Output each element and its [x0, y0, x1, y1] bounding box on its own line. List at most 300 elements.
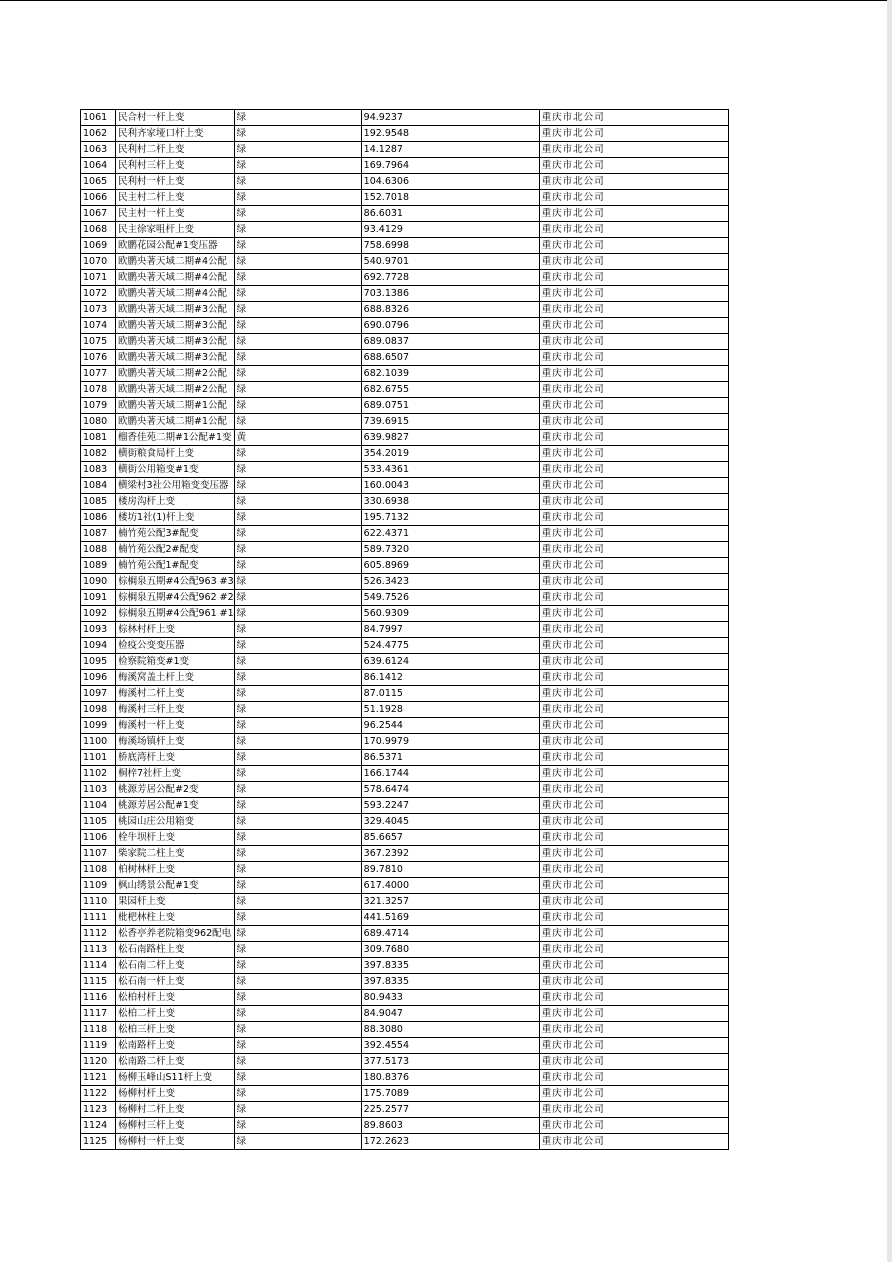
row-number-cell: 1073	[81, 302, 116, 318]
row-number-cell: 1070	[81, 254, 116, 270]
transformer-name-cell: 柴家院二柱上变	[116, 846, 235, 862]
transformer-name-cell: 枫山绣景公配#1变	[116, 878, 235, 894]
status-cell: 绿	[234, 254, 361, 270]
table-row	[81, 702, 729, 718]
status-cell: 绿	[234, 1134, 361, 1150]
value-cell: 377.5173	[361, 1054, 539, 1070]
status-cell: 绿	[234, 350, 361, 366]
transformer-name-cell: 榴香佳苑二期#1公配#1变	[116, 430, 235, 446]
company-cell: 重庆市北公司	[539, 318, 728, 334]
value-cell: 86.1412	[361, 670, 539, 686]
company-cell: 重庆市北公司	[539, 926, 728, 942]
value-cell: 589.7320	[361, 542, 539, 558]
transformer-name-cell: 横街粮食局杆上变	[116, 446, 235, 462]
value-cell: 397.8335	[361, 958, 539, 974]
table-row	[81, 750, 729, 766]
value-cell: 689.4714	[361, 926, 539, 942]
value-cell: 524.4775	[361, 638, 539, 654]
company-cell: 重庆市北公司	[539, 622, 728, 638]
value-cell: 622.4371	[361, 526, 539, 542]
transformer-name-cell: 杨柳村二杆上变	[116, 1102, 235, 1118]
value-cell: 692.7728	[361, 270, 539, 286]
value-cell: 329.4045	[361, 814, 539, 830]
company-cell: 重庆市北公司	[539, 1038, 728, 1054]
value-cell: 94.9237	[361, 110, 539, 126]
table-row	[81, 798, 729, 814]
status-cell: 绿	[234, 638, 361, 654]
transformer-name-cell: 楼房沟杆上变	[116, 494, 235, 510]
row-number-cell: 1104	[81, 798, 116, 814]
value-cell: 367.2392	[361, 846, 539, 862]
row-number-cell: 1102	[81, 766, 116, 782]
table-row	[81, 270, 729, 286]
status-cell: 绿	[234, 222, 361, 238]
company-cell: 重庆市北公司	[539, 654, 728, 670]
table-row	[81, 862, 729, 878]
table-row	[81, 302, 729, 318]
row-number-cell: 1074	[81, 318, 116, 334]
company-cell: 重庆市北公司	[539, 1006, 728, 1022]
table-row	[81, 1134, 729, 1150]
status-cell: 绿	[234, 718, 361, 734]
status-cell: 绿	[234, 782, 361, 798]
status-cell: 绿	[234, 750, 361, 766]
row-number-cell: 1112	[81, 926, 116, 942]
value-cell: 739.6915	[361, 414, 539, 430]
company-cell: 重庆市北公司	[539, 430, 728, 446]
row-number-cell: 1068	[81, 222, 116, 238]
status-cell: 绿	[234, 398, 361, 414]
company-cell: 重庆市北公司	[539, 206, 728, 222]
value-cell: 578.6474	[361, 782, 539, 798]
table-row	[81, 686, 729, 702]
company-cell: 重庆市北公司	[539, 542, 728, 558]
status-cell: 绿	[234, 894, 361, 910]
company-cell: 重庆市北公司	[539, 190, 728, 206]
row-number-cell: 1108	[81, 862, 116, 878]
value-cell: 526.3423	[361, 574, 539, 590]
status-cell: 绿	[234, 110, 361, 126]
value-cell: 88.3080	[361, 1022, 539, 1038]
value-cell: 84.9047	[361, 1006, 539, 1022]
transformer-name-cell: 欧鹏央著天域二期#4公配	[116, 270, 235, 286]
company-cell: 重庆市北公司	[539, 174, 728, 190]
status-cell: 绿	[234, 446, 361, 462]
value-cell: 605.8969	[361, 558, 539, 574]
transformer-name-cell: 松石南二杆上变	[116, 958, 235, 974]
transformer-name-cell: 欧鹏央著天域二期#3公配	[116, 318, 235, 334]
value-cell: 309.7680	[361, 942, 539, 958]
table-row	[81, 1102, 729, 1118]
status-cell: 绿	[234, 974, 361, 990]
table-row	[81, 110, 729, 126]
company-cell: 重庆市北公司	[539, 494, 728, 510]
value-cell: 169.7964	[361, 158, 539, 174]
value-cell: 192.9548	[361, 126, 539, 142]
company-cell: 重庆市北公司	[539, 990, 728, 1006]
transformer-name-cell: 柏树林杆上变	[116, 862, 235, 878]
transformer-name-cell: 松石南一杆上变	[116, 974, 235, 990]
page-right-edge	[887, 0, 892, 1262]
transformer-name-cell: 欧鹏央著天域二期#1公配	[116, 398, 235, 414]
value-cell: 703.1386	[361, 286, 539, 302]
company-cell: 重庆市北公司	[539, 382, 728, 398]
table-row	[81, 174, 729, 190]
value-cell: 639.6124	[361, 654, 539, 670]
table-row	[81, 942, 729, 958]
row-number-cell: 1107	[81, 846, 116, 862]
transformer-name-cell: 松柏村杆上变	[116, 990, 235, 1006]
value-cell: 96.2544	[361, 718, 539, 734]
value-cell: 152.7018	[361, 190, 539, 206]
company-cell: 重庆市北公司	[539, 590, 728, 606]
table-row	[81, 622, 729, 638]
table-row	[81, 494, 729, 510]
table-row	[81, 286, 729, 302]
value-cell: 170.9979	[361, 734, 539, 750]
status-cell: 绿	[234, 766, 361, 782]
company-cell: 重庆市北公司	[539, 910, 728, 926]
value-cell: 87.0115	[361, 686, 539, 702]
company-cell: 重庆市北公司	[539, 462, 728, 478]
value-cell: 172.2623	[361, 1134, 539, 1150]
row-number-cell: 1078	[81, 382, 116, 398]
table-row	[81, 766, 729, 782]
value-cell: 639.9827	[361, 430, 539, 446]
status-cell: 绿	[234, 190, 361, 206]
transformer-name-cell: 横梁村3社公用箱变变压器	[116, 478, 235, 494]
table-row	[81, 638, 729, 654]
transformer-name-cell: 梅溪窝盖土杆上变	[116, 670, 235, 686]
table-row	[81, 990, 729, 1006]
table-row	[81, 478, 729, 494]
status-cell: 绿	[234, 286, 361, 302]
status-cell: 绿	[234, 478, 361, 494]
table-row	[81, 414, 729, 430]
table-row	[81, 606, 729, 622]
transformer-name-cell: 检疫公变变压器	[116, 638, 235, 654]
status-cell: 绿	[234, 814, 361, 830]
transformer-name-cell: 棕林村杆上变	[116, 622, 235, 638]
table-row	[81, 814, 729, 830]
status-cell: 绿	[234, 318, 361, 334]
status-cell: 绿	[234, 622, 361, 638]
company-cell: 重庆市北公司	[539, 734, 728, 750]
row-number-cell: 1088	[81, 542, 116, 558]
transformer-name-cell: 民主村二杆上变	[116, 190, 235, 206]
table-row	[81, 462, 729, 478]
row-number-cell: 1101	[81, 750, 116, 766]
company-cell: 重庆市北公司	[539, 702, 728, 718]
table-row	[81, 318, 729, 334]
transformer-name-cell: 桃源芳居公配#1变	[116, 798, 235, 814]
row-number-cell: 1121	[81, 1070, 116, 1086]
company-cell: 重庆市北公司	[539, 350, 728, 366]
row-number-cell: 1084	[81, 478, 116, 494]
status-cell: 绿	[234, 702, 361, 718]
transformer-name-cell: 桃园山庄公用箱变	[116, 814, 235, 830]
company-cell: 重庆市北公司	[539, 142, 728, 158]
status-cell: 绿	[234, 302, 361, 318]
transformer-name-cell: 欧鹏央著天域二期#4公配	[116, 254, 235, 270]
transformer-name-cell: 梅溪场镇杆上变	[116, 734, 235, 750]
transformer-name-cell: 楠竹苑公配2#配变	[116, 542, 235, 558]
company-cell: 重庆市北公司	[539, 782, 728, 798]
company-cell: 重庆市北公司	[539, 1134, 728, 1150]
transformer-name-cell: 桥底湾杆上变	[116, 750, 235, 766]
table-row	[81, 670, 729, 686]
row-number-cell: 1097	[81, 686, 116, 702]
row-number-cell: 1066	[81, 190, 116, 206]
table-row	[81, 1086, 729, 1102]
transformer-name-cell: 欧鹏花园公配#1变压器	[116, 238, 235, 254]
status-cell: 绿	[234, 142, 361, 158]
status-cell: 绿	[234, 334, 361, 350]
row-number-cell: 1082	[81, 446, 116, 462]
value-cell: 688.8326	[361, 302, 539, 318]
transformer-name-cell: 横街公用箱变#1变	[116, 462, 235, 478]
table-row	[81, 254, 729, 270]
status-cell: 绿	[234, 686, 361, 702]
value-cell: 758.6998	[361, 238, 539, 254]
row-number-cell: 1064	[81, 158, 116, 174]
table-row	[81, 734, 729, 750]
status-cell: 绿	[234, 606, 361, 622]
transformer-name-cell: 楠竹苑公配1#配变	[116, 558, 235, 574]
status-cell: 绿	[234, 670, 361, 686]
status-cell: 绿	[234, 382, 361, 398]
value-cell: 104.6306	[361, 174, 539, 190]
row-number-cell: 1067	[81, 206, 116, 222]
status-cell: 绿	[234, 510, 361, 526]
row-number-cell: 1096	[81, 670, 116, 686]
transformer-name-cell: 杨柳玉峰山S11杆上变	[116, 1070, 235, 1086]
row-number-cell: 1093	[81, 622, 116, 638]
status-cell: 绿	[234, 206, 361, 222]
company-cell: 重庆市北公司	[539, 126, 728, 142]
transformer-name-cell: 民合村一杆上变	[116, 110, 235, 126]
table-row	[81, 190, 729, 206]
row-number-cell: 1095	[81, 654, 116, 670]
table-row	[81, 158, 729, 174]
company-cell: 重庆市北公司	[539, 830, 728, 846]
transformer-name-cell: 枇杷林柱上变	[116, 910, 235, 926]
table-row	[81, 958, 729, 974]
company-cell: 重庆市北公司	[539, 974, 728, 990]
row-number-cell: 1076	[81, 350, 116, 366]
row-number-cell: 1116	[81, 990, 116, 1006]
row-number-cell: 1098	[81, 702, 116, 718]
status-cell: 绿	[234, 494, 361, 510]
value-cell: 689.0751	[361, 398, 539, 414]
value-cell: 180.8376	[361, 1070, 539, 1086]
company-cell: 重庆市北公司	[539, 1022, 728, 1038]
row-number-cell: 1072	[81, 286, 116, 302]
table-row	[81, 350, 729, 366]
transformer-name-cell: 梅溪村一杆上变	[116, 718, 235, 734]
table-row	[81, 382, 729, 398]
company-cell: 重庆市北公司	[539, 1118, 728, 1134]
transformer-name-cell: 民利村一杆上变	[116, 174, 235, 190]
company-cell: 重庆市北公司	[539, 286, 728, 302]
row-number-cell: 1069	[81, 238, 116, 254]
status-cell: 绿	[234, 1022, 361, 1038]
table-row	[81, 222, 729, 238]
table-row	[81, 590, 729, 606]
table-row	[81, 718, 729, 734]
company-cell: 重庆市北公司	[539, 558, 728, 574]
status-cell: 绿	[234, 126, 361, 142]
transformer-name-cell: 杨柳村一杆上变	[116, 1134, 235, 1150]
row-number-cell: 1115	[81, 974, 116, 990]
transformer-name-cell: 欧鹏央著天域二期#3公配	[116, 350, 235, 366]
row-number-cell: 1086	[81, 510, 116, 526]
table-row	[81, 142, 729, 158]
table-row	[81, 238, 729, 254]
transformer-name-cell: 棕榈泉五期#4公配963 #3	[116, 574, 235, 590]
status-cell: 绿	[234, 878, 361, 894]
value-cell: 89.7810	[361, 862, 539, 878]
company-cell: 重庆市北公司	[539, 238, 728, 254]
company-cell: 重庆市北公司	[539, 222, 728, 238]
row-number-cell: 1089	[81, 558, 116, 574]
company-cell: 重庆市北公司	[539, 1070, 728, 1086]
row-number-cell: 1122	[81, 1086, 116, 1102]
company-cell: 重庆市北公司	[539, 638, 728, 654]
company-cell: 重庆市北公司	[539, 254, 728, 270]
company-cell: 重庆市北公司	[539, 894, 728, 910]
value-cell: 682.6755	[361, 382, 539, 398]
row-number-cell: 1120	[81, 1054, 116, 1070]
table-row	[81, 206, 729, 222]
company-cell: 重庆市北公司	[539, 478, 728, 494]
table-row	[81, 974, 729, 990]
company-cell: 重庆市北公司	[539, 110, 728, 126]
value-cell: 560.9309	[361, 606, 539, 622]
transformer-name-cell: 梅溪村二杆上变	[116, 686, 235, 702]
status-cell: 绿	[234, 1006, 361, 1022]
row-number-cell: 1114	[81, 958, 116, 974]
status-cell: 绿	[234, 862, 361, 878]
table-row	[81, 526, 729, 542]
status-cell: 绿	[234, 910, 361, 926]
status-cell: 绿	[234, 590, 361, 606]
status-cell: 绿	[234, 574, 361, 590]
status-cell: 绿	[234, 366, 361, 382]
status-cell: 绿	[234, 542, 361, 558]
status-cell: 绿	[234, 926, 361, 942]
company-cell: 重庆市北公司	[539, 942, 728, 958]
transformer-name-cell: 楼坊1社(1)杆上变	[116, 510, 235, 526]
page-top-border	[0, 0, 892, 1]
company-cell: 重庆市北公司	[539, 846, 728, 862]
value-cell: 166.1744	[361, 766, 539, 782]
row-number-cell: 1079	[81, 398, 116, 414]
table-row	[81, 878, 729, 894]
table-row	[81, 126, 729, 142]
company-cell: 重庆市北公司	[539, 158, 728, 174]
company-cell: 重庆市北公司	[539, 414, 728, 430]
value-cell: 86.6031	[361, 206, 539, 222]
transformer-name-cell: 杨柳村杆上变	[116, 1086, 235, 1102]
row-number-cell: 1065	[81, 174, 116, 190]
transformer-name-cell: 桃源芳居公配#2变	[116, 782, 235, 798]
row-number-cell: 1063	[81, 142, 116, 158]
transformer-name-cell: 桐梓7社杆上变	[116, 766, 235, 782]
value-cell: 86.5371	[361, 750, 539, 766]
row-number-cell: 1105	[81, 814, 116, 830]
value-cell: 690.0796	[361, 318, 539, 334]
transformer-name-cell: 民利齐家垭口杆上变	[116, 126, 235, 142]
table-row	[81, 1118, 729, 1134]
table-row	[81, 558, 729, 574]
row-number-cell: 1091	[81, 590, 116, 606]
table-row	[81, 926, 729, 942]
status-cell: 绿	[234, 654, 361, 670]
transformer-name-cell: 松柏二杆上变	[116, 1006, 235, 1022]
value-cell: 540.9701	[361, 254, 539, 270]
transformer-name-cell: 检察院箱变#1变	[116, 654, 235, 670]
status-cell: 绿	[234, 526, 361, 542]
transformer-name-cell: 民主村一杆上变	[116, 206, 235, 222]
row-number-cell: 1090	[81, 574, 116, 590]
transformer-name-cell: 民利村三杆上变	[116, 158, 235, 174]
row-number-cell: 1103	[81, 782, 116, 798]
row-number-cell: 1109	[81, 878, 116, 894]
row-number-cell: 1094	[81, 638, 116, 654]
company-cell: 重庆市北公司	[539, 814, 728, 830]
status-cell: 绿	[234, 414, 361, 430]
status-cell: 绿	[234, 1102, 361, 1118]
value-cell: 14.1287	[361, 142, 539, 158]
company-cell: 重庆市北公司	[539, 270, 728, 286]
status-cell: 绿	[234, 270, 361, 286]
company-cell: 重庆市北公司	[539, 670, 728, 686]
company-cell: 重庆市北公司	[539, 446, 728, 462]
value-cell: 195.7132	[361, 510, 539, 526]
transformer-name-cell: 欧鹏央著天域二期#2公配	[116, 382, 235, 398]
value-cell: 175.7089	[361, 1086, 539, 1102]
status-cell: 绿	[234, 238, 361, 254]
row-number-cell: 1077	[81, 366, 116, 382]
table-body	[81, 110, 729, 1150]
status-cell: 绿	[234, 158, 361, 174]
transformer-name-cell: 松南路二杆上变	[116, 1054, 235, 1070]
table-row	[81, 1006, 729, 1022]
row-number-cell: 1071	[81, 270, 116, 286]
company-cell: 重庆市北公司	[539, 334, 728, 350]
company-cell: 重庆市北公司	[539, 574, 728, 590]
row-number-cell: 1080	[81, 414, 116, 430]
row-number-cell: 1075	[81, 334, 116, 350]
company-cell: 重庆市北公司	[539, 878, 728, 894]
status-cell: 绿	[234, 462, 361, 478]
value-cell: 682.1039	[361, 366, 539, 382]
company-cell: 重庆市北公司	[539, 862, 728, 878]
status-cell: 绿	[234, 558, 361, 574]
status-cell: 绿	[234, 958, 361, 974]
status-cell: 绿	[234, 830, 361, 846]
value-cell: 354.2019	[361, 446, 539, 462]
row-number-cell: 1117	[81, 1006, 116, 1022]
row-number-cell: 1119	[81, 1038, 116, 1054]
status-cell: 绿	[234, 1118, 361, 1134]
table-row	[81, 1022, 729, 1038]
transformer-name-cell: 楠竹苑公配3#配变	[116, 526, 235, 542]
status-cell: 绿	[234, 942, 361, 958]
transformer-name-cell: 棕榈泉五期#4公配961 #1	[116, 606, 235, 622]
table-row	[81, 654, 729, 670]
